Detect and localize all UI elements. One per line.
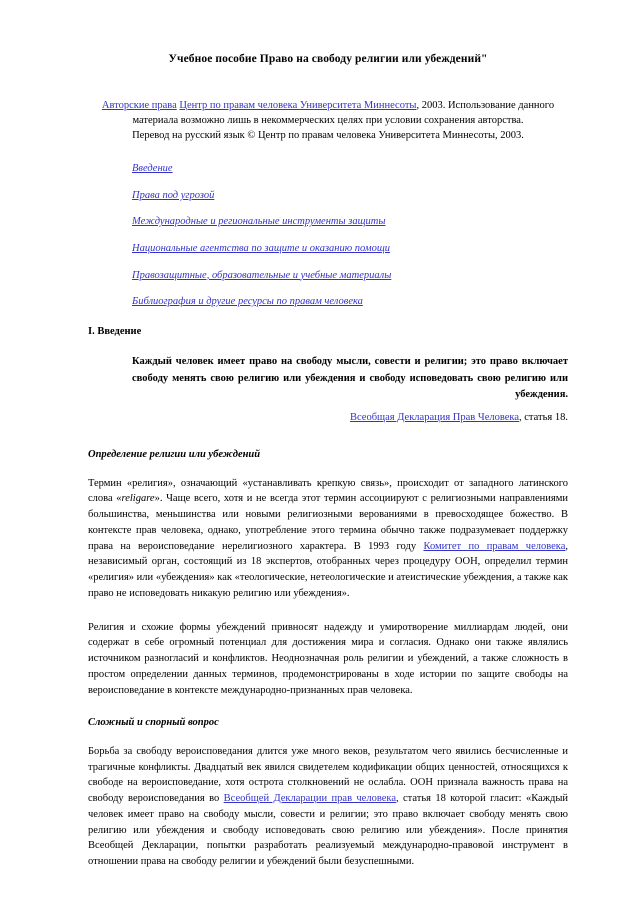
toc-item (88, 270, 568, 283)
latin-term-religare: religare (121, 493, 155, 505)
toc-item (88, 243, 568, 256)
copyright-text: , 2003. Использование данного материала возможно лишь в некоммерческих целях при условии сохранения авторства. (132, 99, 555, 126)
subheading-definition: Определение религии или убеждений (88, 448, 261, 460)
toc-item (88, 216, 568, 229)
toc-link-bibliography[interactable]: Библиография и другие ресурсы по правам человека (132, 296, 363, 308)
toc-link-international-instruments[interactable]: Международные и региональные инструменты защиты (132, 216, 386, 228)
toc-item (88, 190, 568, 203)
paragraph-controversy (88, 744, 568, 870)
subheading-controversy: Сложный и спорный вопрос (88, 717, 219, 729)
toc-link-national-agencies[interactable]: Национальные агентства по защите и оказанию помощи (132, 242, 391, 254)
section-heading-introduction: I. Введение (88, 325, 142, 337)
quote-article-number: , статья 18. (519, 412, 568, 424)
quote-attribution (88, 411, 568, 426)
article-18-quote: Каждый человек имеет право на свободу мысли, совести и религии; это право включает свободу менять свою религию или убеждения и свободу исповедовать свою религию или убеждения. (132, 356, 568, 400)
human-rights-center-link[interactable]: Центр по правам человека Университета Миннесоты (179, 99, 417, 111)
controversy-text-part2: , статья 18 которой гласит: «Каждый человек имеет право на свободу мысли, совести и религии; это право включает свободу менять свою религию или убеждения и свободу исповедовать свою религию или убеждения». После принятия Всеобщей Декларации, попытки разработать реализуемый международно-правовой инструмент в отношении права на свободу религии и убеждений были безуспешными. (88, 793, 568, 868)
paragraph-definition (88, 476, 568, 602)
toc-link-introduction[interactable]: Введение (132, 163, 173, 175)
copyright-link[interactable]: Авторские права (101, 99, 177, 111)
toc-item (88, 296, 568, 309)
table-of-contents (88, 163, 568, 309)
definition-text-part3: , независимый орган, состоящий из 18 экспертов, отобранных через процедуру ООН, определил термин «религия» или «убеждения» как «теологические, нетеологические и атеистические убеждения, а также как право не исповедовать никакую религию или убеждения». (88, 540, 568, 599)
copyright-notice (88, 98, 568, 144)
controversy-text-part1: Борьба за свободу вероисповедания длится уже много веков, результатом чего явились бесчисленные и трагичные конфликты. Двадцатый век явился свидетелем кодификации общих ценностей, относящихся к свободе на вероисповедание, хотя острота столкновений не ослабла. ООН признала важность права на свободу вероисповедания во (88, 745, 568, 805)
toc-item (88, 163, 568, 176)
toc-link-advocacy-materials[interactable]: Правозащитные, образовательные и учебные материалы (132, 269, 392, 281)
toc-link-rights-at-risk[interactable]: Права под угрозой (132, 189, 215, 201)
document-title: Учебное пособие Право на свободу религии или убеждений" (168, 53, 488, 65)
udhr-declaration-link[interactable]: Всеобщей Декларации прав человека (223, 793, 396, 805)
definition-text-part2: ». Чаще всего, хотя и не всегда этот термин ассоциируют с религиозными направлениями большинства, меньшинства или новыми религиозными верованиями в превосходящее божество. В контексте прав человека, однако, употребление этого термина обычно также подразумевает поддержку права на вероисповедание нерелигиозного характера. В 1993 году (88, 493, 568, 552)
definition-text-part1: Термин «религия», означающий «устанавливать крепкую связь», происходит от западного латинского слова « (88, 477, 568, 505)
udhr-link[interactable]: Всеобщая Декларация Прав Человека (350, 412, 520, 424)
translation-credit: Перевод на русский язык © Центр по правам человека Университета Миннесоты, 2003. (132, 129, 524, 141)
paragraph-religion-role: Религия и схожие формы убеждений привносят надежду и умиротворение миллиардам людей, они содержат в себе огромный потенциал для достижения мира и согласия. Однако они также являлись источником разногласий и конфликтов. Неоднозначная роль религии и убеждений, а также сложность в простом определении данных терминов, продемонстрированы в ходе истории по защите свободы на вероисповедание в контексте международно-признанных прав человека. (88, 621, 568, 696)
human-rights-committee-link[interactable]: Комитет по правам человека (423, 540, 566, 552)
